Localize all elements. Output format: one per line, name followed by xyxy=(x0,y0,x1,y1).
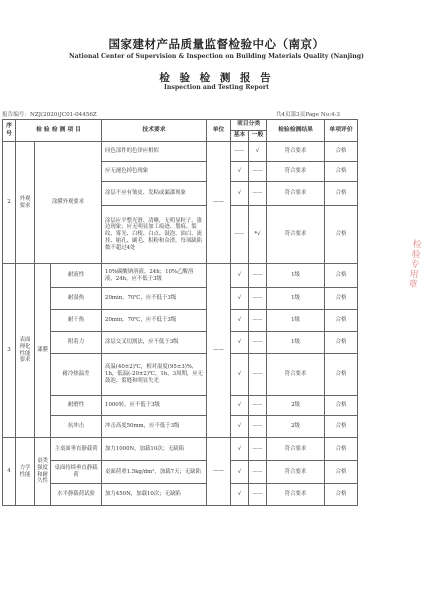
result-cell: 2级 xyxy=(267,416,325,438)
subitem-cell: 涂膜外观要求 xyxy=(35,142,102,264)
seq-cell: 3 xyxy=(3,264,16,438)
general-cell: —— xyxy=(249,310,267,332)
general-cell: —— xyxy=(249,182,267,206)
requirement-cell: 涂层不应有皱皮、发粘或漏漆现象 xyxy=(102,182,207,206)
item-name-cell: 耐冷热温差 xyxy=(51,354,102,396)
table-row xyxy=(3,416,358,438)
table-row xyxy=(3,438,358,461)
general-cell: —— xyxy=(249,461,267,484)
requirement-cell: 桌面荷重1.5kg/dm²，加载7天；无缺陷 xyxy=(102,461,207,484)
seq-cell: 2 xyxy=(3,142,16,264)
item-name-cell: 附着力 xyxy=(51,332,102,354)
header-classification: 项目分类 xyxy=(231,120,267,131)
unit-cell: —— xyxy=(207,264,231,438)
category-cell: 表面理化性能要求 xyxy=(16,264,35,438)
header-seq: 序号 xyxy=(3,120,16,142)
basic-cell: √ xyxy=(231,310,249,332)
result-cell: 符合要求 xyxy=(267,162,325,182)
evaluation-cell: 合格 xyxy=(325,162,358,182)
result-cell: 符合要求 xyxy=(267,438,325,461)
table-row xyxy=(3,396,358,416)
result-cell: 1级 xyxy=(267,332,325,354)
item-name-cell: 耐湿热 xyxy=(51,288,102,310)
item-name-cell: 主桌面垂直静载荷 xyxy=(51,438,102,461)
evaluation-cell: 合格 xyxy=(325,142,358,162)
evaluation-cell: 合格 xyxy=(325,416,358,438)
unit-cell: —— xyxy=(207,438,231,506)
basic-cell: √ xyxy=(231,354,249,396)
item-name-cell: 抗冲击 xyxy=(51,416,102,438)
basic-cell: √ xyxy=(231,162,249,182)
evaluation-cell: 合格 xyxy=(325,461,358,484)
item-name-cell: 耐磨性 xyxy=(51,396,102,416)
result-cell: 符合要求 xyxy=(267,206,325,264)
seq-cell: 4 xyxy=(3,438,16,506)
org-name-en: National Center of Supervision & Inspection on Building Materials Quality (Nanjing) xyxy=(69,53,364,60)
unit-cell: —— xyxy=(207,142,231,264)
report-info-line xyxy=(2,110,340,119)
general-cell: —— xyxy=(249,396,267,416)
evaluation-cell: 合格 xyxy=(325,264,358,288)
basic-cell: √ xyxy=(231,396,249,416)
inspection-seal-stamp: 检验专用章 xyxy=(407,239,423,291)
result-cell: 1级 xyxy=(267,264,325,288)
requirement-cell: 涂层应平整光滑、清晰，无明显粒子、涨边现象；应无明显加工痕迹、划痕、裂纹、雾光、白棱、白点、鼓泡、油白、流挂、缩孔、刷毛、积粉和杂渣，每项缺陷数不超过4处 xyxy=(102,206,207,264)
basic-cell: √ xyxy=(231,438,249,461)
report-title-en: Inspection and Testing Report xyxy=(163,84,270,91)
report-number: 报告编号：NZJ(2020)JC01-04456Z xyxy=(2,112,97,118)
requirement-cell: 冲击高度50mm，应不低于3级 xyxy=(102,416,207,438)
table-row xyxy=(3,461,358,484)
item-name-cell: 桌面持续垂直静载荷 xyxy=(51,461,102,484)
org-name-cn: 国家建材产品质量监督检验中心（南京） xyxy=(108,37,325,51)
general-cell: —— xyxy=(249,288,267,310)
basic-cell: √ xyxy=(231,264,249,288)
result-cell: 符合要求 xyxy=(267,461,325,484)
evaluation-cell: 合格 xyxy=(325,438,358,461)
general-cell: —— xyxy=(249,416,267,438)
result-cell: 符合要求 xyxy=(267,484,325,506)
general-cell: —— xyxy=(249,484,267,506)
category-cell: 外观要求 xyxy=(16,142,35,264)
table-row xyxy=(3,264,358,288)
general-cell: —— xyxy=(249,264,267,288)
requirement-cell: 10%碳酸钠溶液，24h；10%乙酸溶液，24h。应不低于3级 xyxy=(102,264,207,288)
evaluation-cell: 合格 xyxy=(325,354,358,396)
result-cell: 1级 xyxy=(267,310,325,332)
table-row xyxy=(3,484,358,506)
subitem-cell: 漆膜 xyxy=(35,264,51,438)
item-name-cell: 水平静载荷试验 xyxy=(51,484,102,506)
inspection-table xyxy=(2,119,358,506)
requirement-cell: 20min，70℃，应不低于3级 xyxy=(102,288,207,310)
requirement-cell: 涂层交叉切割法，应不低于3级 xyxy=(102,332,207,354)
general-cell: —— xyxy=(249,162,267,182)
report-title-cn: 检 验 检 测 报 告 xyxy=(159,72,274,84)
requirement-cell: 加力1000N，加载10次；无缺陷 xyxy=(102,438,207,461)
category-cell: 力学性能 xyxy=(16,438,35,506)
header-basic: 基本 xyxy=(231,131,249,142)
evaluation-cell: 合格 xyxy=(325,182,358,206)
table-row xyxy=(3,332,358,354)
header-unit: 单位 xyxy=(207,120,231,142)
basic-cell: √ xyxy=(231,484,249,506)
basic-cell: √ xyxy=(231,332,249,354)
evaluation-cell: 合格 xyxy=(325,288,358,310)
page-number: 共4页第3页Page No:4-3 xyxy=(275,112,340,118)
basic-cell: √ xyxy=(231,288,249,310)
result-cell: 2级 xyxy=(267,396,325,416)
evaluation-cell: 合格 xyxy=(325,396,358,416)
header-general: 一般 xyxy=(249,131,267,142)
evaluation-cell: 合格 xyxy=(325,332,358,354)
item-name-cell: 耐液性 xyxy=(51,264,102,288)
requirement-cell: 应无褪色掉色现象 xyxy=(102,162,207,182)
general-cell: —— xyxy=(249,354,267,396)
requirement-cell: 加力450N，加载10次；无缺陷 xyxy=(102,484,207,506)
basic-cell: √ xyxy=(231,461,249,484)
result-cell: 符合要求 xyxy=(267,142,325,162)
basic-cell: √ xyxy=(231,182,249,206)
basic-cell: —— xyxy=(231,206,249,264)
header-requirement: 技术要求 xyxy=(102,120,207,142)
evaluation-cell: 合格 xyxy=(325,484,358,506)
table-row xyxy=(3,354,358,396)
basic-cell: —— xyxy=(231,142,249,162)
header-result: 检验检测结果 xyxy=(267,120,325,142)
requirement-cell: 20min，70℃，应不低于3级 xyxy=(102,310,207,332)
requirement-cell: 高温(40±2)℃，相对湿度(95±3)%，1h，低温(-20±2)℃，1h，3周期，应无鼓泡、裂缝和明显失光 xyxy=(102,354,207,396)
evaluation-cell: 合格 xyxy=(325,310,358,332)
evaluation-cell: 合格 xyxy=(325,206,358,264)
item-name-cell: 耐干热 xyxy=(51,310,102,332)
table-row xyxy=(3,288,358,310)
general-cell: —— xyxy=(249,438,267,461)
subitem-cell: 桌类强度和耐久性 xyxy=(35,438,51,506)
requirement-cell: 1000转，应不低于3级 xyxy=(102,396,207,416)
table-row xyxy=(3,310,358,332)
general-cell: √ xyxy=(249,142,267,162)
general-cell: *√ xyxy=(249,206,267,264)
result-cell: 1级 xyxy=(267,288,325,310)
basic-cell: √ xyxy=(231,416,249,438)
general-cell: —— xyxy=(249,332,267,354)
table-row xyxy=(3,142,358,162)
result-cell: 符合要求 xyxy=(267,182,325,206)
header-evaluation: 单项评价 xyxy=(325,120,358,142)
result-cell: 符合要求 xyxy=(267,354,325,396)
header-item: 检 验 检 测 项 目 xyxy=(16,120,102,142)
requirement-cell: 同色部件的色泽应相似 xyxy=(102,142,207,162)
